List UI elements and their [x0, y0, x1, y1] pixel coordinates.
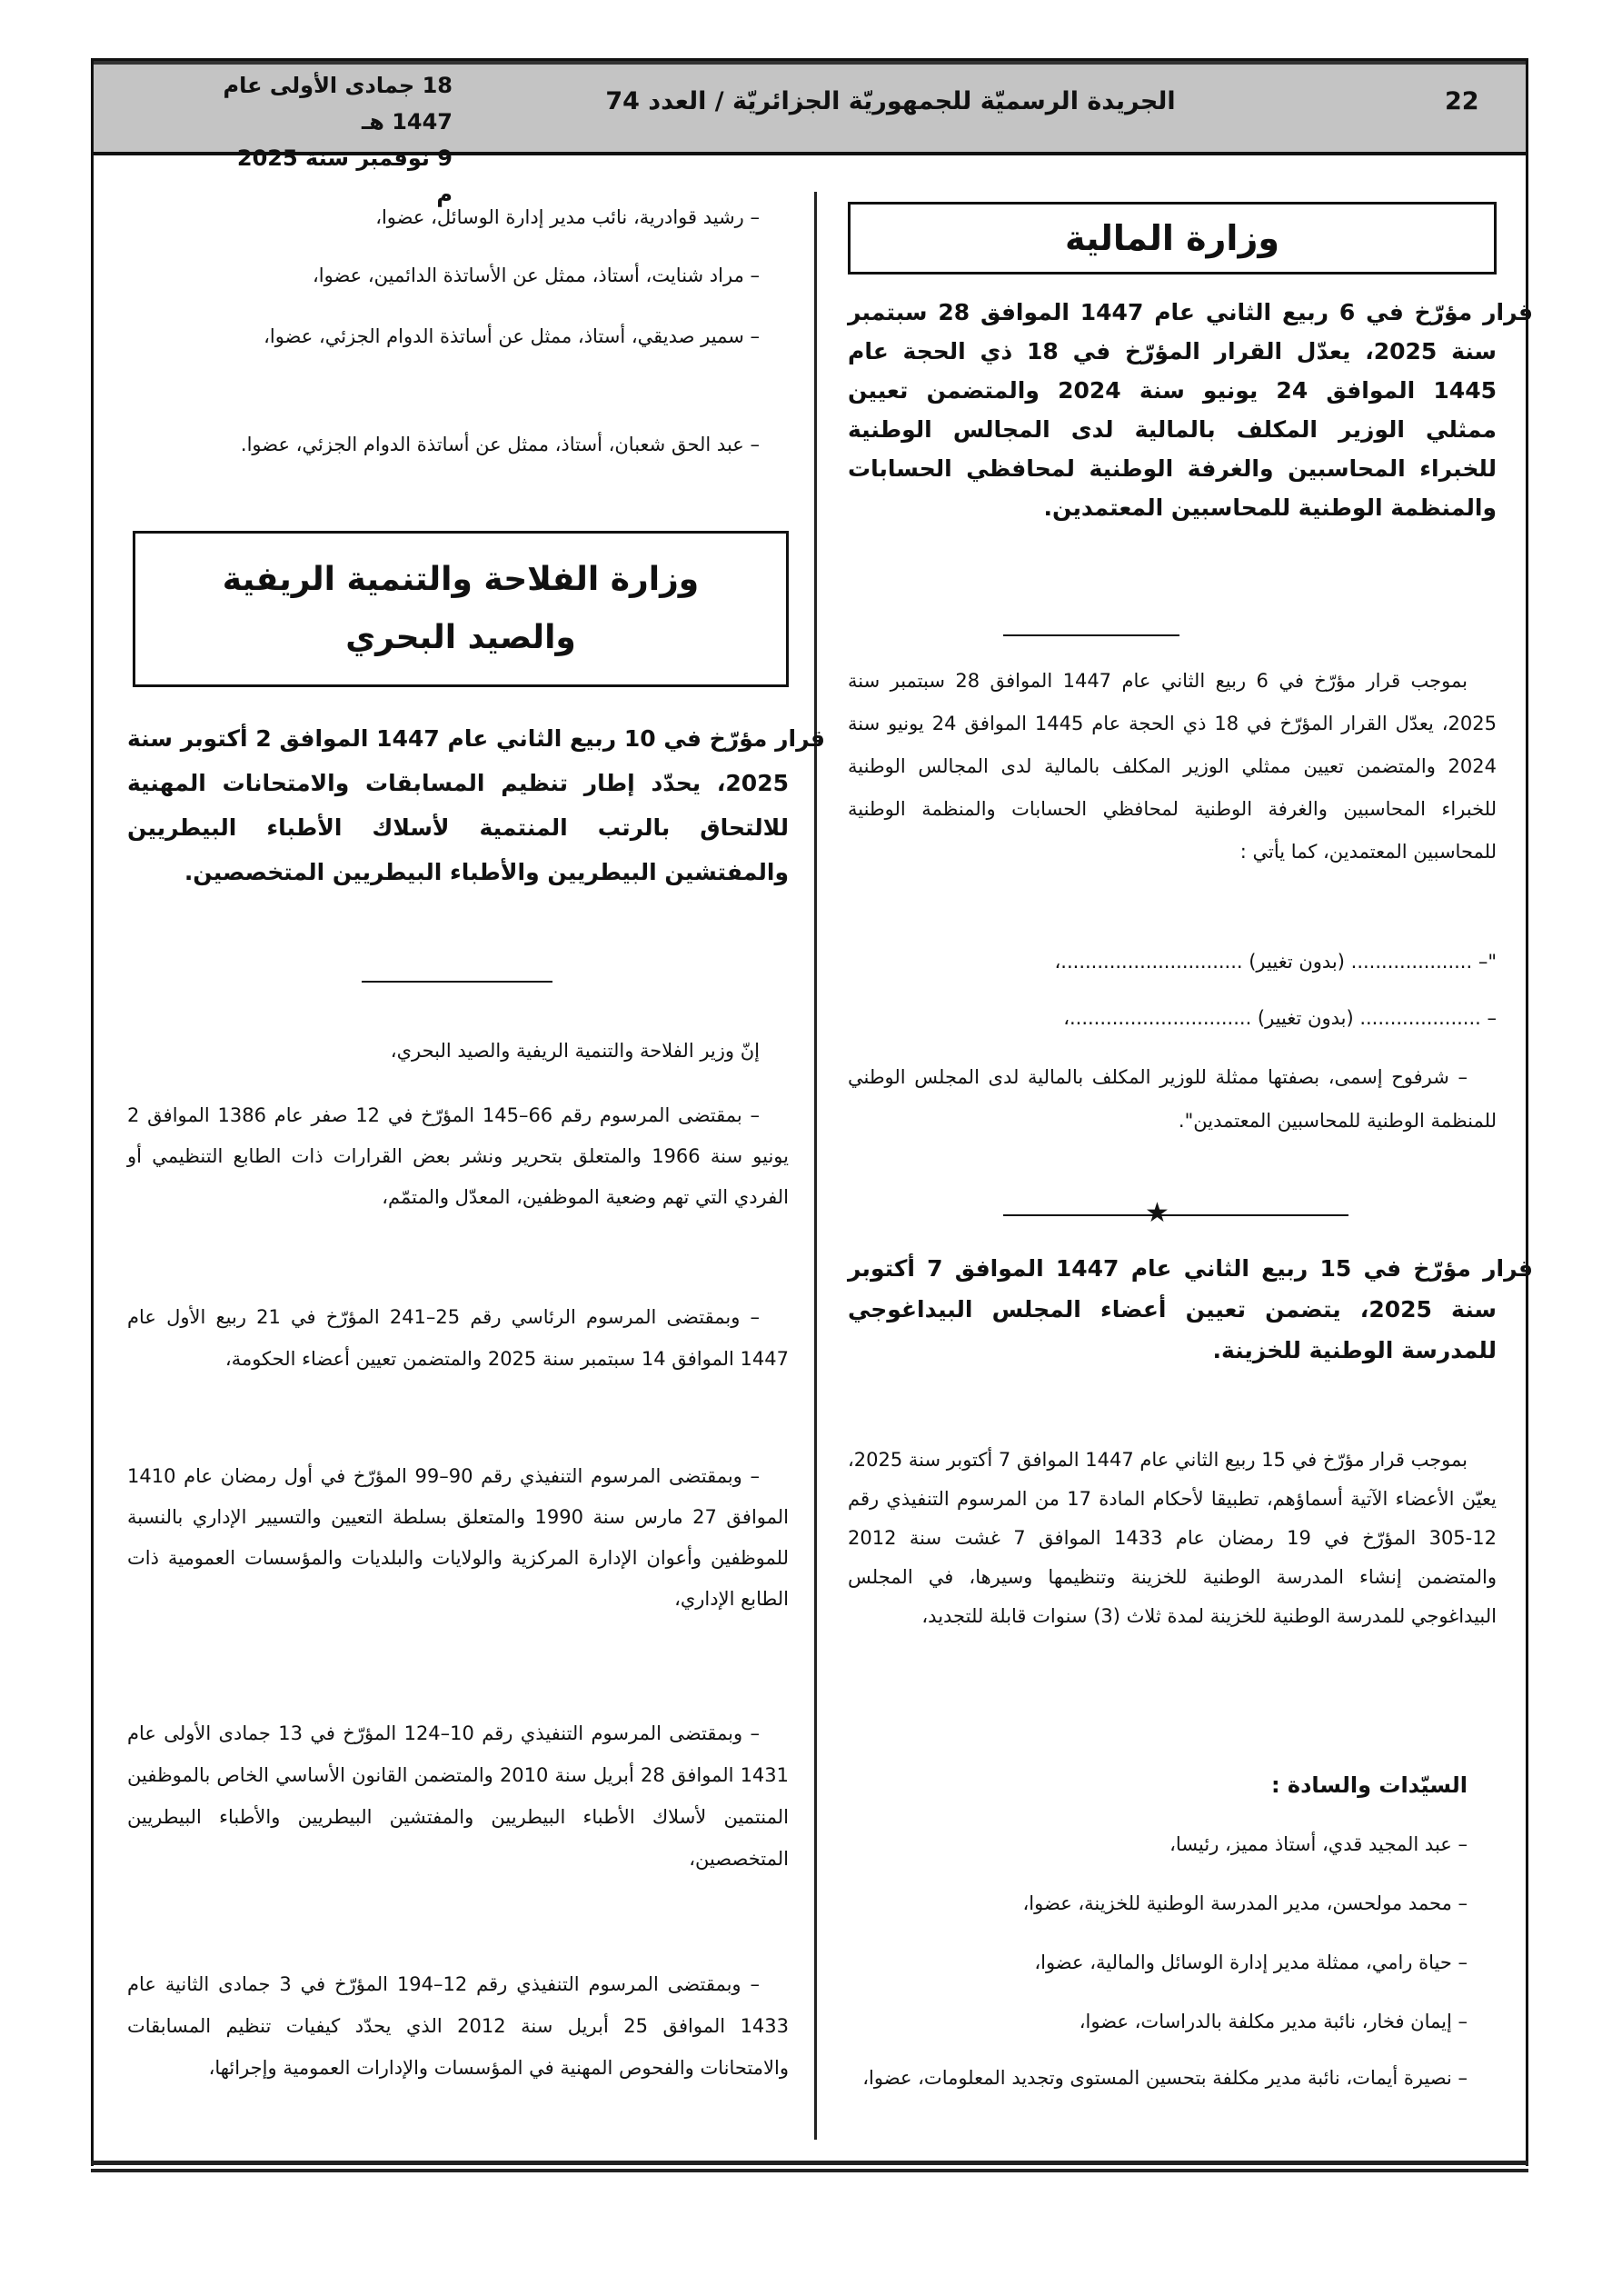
member-item: – رشيد قوادرية، نائب مدير إدارة الوسائل، عضوا،: [375, 206, 760, 228]
amended-item: – شرفوح إسمى، بصفتها ممثلة للوزير المكلف بالمالية لدى المجلس الوطني للمنظمة الوطنية للمحاسبين المعتمدين".: [848, 1066, 1497, 1132]
decision2-title: قرار مؤرّخ في 15 ربيع الثاني عام 1447 الموافق 7 أكتوبر سنة 2025، يتضمن تعيين أعضاء المجلس البيداغوجي للمدرسة الوطنية للخزينة.: [848, 1255, 1533, 1363]
decision1-title: قرار مؤرّخ في 6 ربيع الثاني عام 1447 الموافق 28 سبتمبر سنة 2025، يعدّل القرار المؤرّخ في 18 ذي الحجة عام 1445 الموافق 24 يونيو سنة 2024 والمتضمن تعيين ممثلي الوزير المكلف بالمالية لدى المجالس الوطنية للخبراء المحاسبين والغرفة الوطنية لمحافظي الحسابات والمنظمة الوطنية للمحاسبين المعتمدين.: [848, 299, 1533, 521]
bottom-rule-2: [91, 2169, 1528, 2172]
date-gregorian: 9 نوفمبر سنة 2025 م: [236, 145, 453, 207]
ministry-finance-heading: [848, 202, 1497, 275]
visa-item: – وبمقتضى المرسوم التنفيذي رقم 10–124 المؤرّخ في 13 جمادى الأولى عام 1431 الموافق 28 أبريل سنة 2010 والمتضمن القانون الأساسي الخاص بالموظفين المنتمين لأسلاك الأطباء البيطريين والمفتشين البيطريين والأطباء البيطريين المتخصصين،: [127, 1722, 790, 1870]
member-item: – عبد المجيد قدي، أستاذ مميز، رئيسا،: [1169, 1833, 1468, 1855]
star-icon: ★: [1145, 1197, 1169, 1229]
visa-item: – بمقتضى المرسوم رقم 66–145 المؤرّخ في 12 صفر عام 1386 الموافق 2 يونيو سنة 1966 والمتعلق بتحرير ونشر بعض القرارات ذات الطابع التنظيمي أو الفردي التي تهم وضعية الموظفين، المعدّل والمتمّم،: [127, 1104, 790, 1208]
decision1-body: بموجب قرار مؤرّخ في 6 ربيع الثاني عام 1447 الموافق 28 سبتمبر سنة 2025، يعدّل القرار المؤرّخ في 18 ذي الحجة عام 1445 الموافق 24 يونيو سنة 2024 والمتضمن تعيين ممثلي الوزير المكلف بالمالية لدى المجالس الوطنية للخبراء المحاسبين والغرفة الوطنية لمحافظي الحسابات والمنظمة الوطنية للمحاسبين المعتمدين، كما يأتي :: [848, 670, 1497, 863]
unchanged-line-2: – .................... (بدون تغيير) ..............................،: [1063, 1007, 1497, 1029]
bottom-rule: [91, 2161, 1528, 2165]
member-item: – سمير صديقي، أستاذ، ممثل عن أساتذة الدوام الجزئي، عضوا،: [264, 325, 760, 347]
member-item: – إيمان فخار، نائبة مدير مكلفة بالدراسات، عضوا،: [1079, 2011, 1468, 2032]
ministry-agriculture-line2: والصيد البحري: [345, 619, 576, 656]
issue-date: [218, 67, 453, 213]
page-number: 22: [1445, 87, 1479, 115]
section-rule: [1003, 634, 1179, 636]
visa-item: – وبمقتضى المرسوم الرئاسي رقم 25–241 المؤرّخ في 21 ربيع الأول عام 1447 الموافق 14 سبتمبر سنة 2025 والمتضمن تعيين أعضاء الحكومة،: [127, 1306, 789, 1370]
section-rule: [362, 981, 552, 983]
decision3-title: قرار مؤرّخ في 10 ربيع الثاني عام 1447 الموافق 2 أكتوبر سنة 2025، يحدّد إطار تنظيم المسابقات والامتحانات المهنية للالتحاق بالرتب المنتمية لأسلاك الأطباء البيطريين والمفتشين البيطريين والأطباء البيطريين المتخصصين.: [127, 725, 825, 885]
ministry-agriculture-line1: وزارة الفلاحة والتنمية الريفية: [222, 561, 700, 598]
star-divider-line: [1003, 1214, 1348, 1216]
unchanged-line-1: "– .................... (بدون تغيير) ..............................،: [1054, 951, 1497, 973]
member-item: – نصيرة أيمات، نائبة مدير مكلفة بتحسين المستوى وتجديد المعلومات، عضوا،: [862, 2067, 1468, 2089]
date-hijri: 18 جمادى الأولى عام 1447 هـ: [223, 73, 453, 135]
gazette-title: الجريدة الرسميّة للجمهوريّة الجزائريّة / العدد 74: [605, 87, 1176, 115]
members-label: السيّدات والسادة :: [1270, 1772, 1468, 1798]
decision3-preamble: إنّ وزير الفلاحة والتنمية الريفية والصيد البحري،: [390, 1040, 760, 1062]
ministry-agriculture-heading: [133, 531, 789, 687]
member-item: – عبد الحق شعبان، أستاذ، ممثل عن أساتذة الدوام الجزئي، عضوا.: [240, 434, 760, 455]
member-item: – مراد شنايت، أستاذ، ممثل عن الأساتذة الدائمين، عضوا،: [313, 265, 760, 286]
visa-item: – وبمقتضى المرسوم التنفيذي رقم 90–99 المؤرّخ في أول رمضان عام 1410 الموافق 27 مارس سنة 1990 والمتعلق بسلطة التعيين والتسيير الإداري بالنسبة للموظفين وأعوان الإدارة المركزية والولايات والبلديات والمؤسسات العمومية ذات الطابع الإداري،: [127, 1465, 789, 1610]
decision2-body: بموجب قرار مؤرّخ في 15 ربيع الثاني عام 1447 الموافق 7 أكتوبر سنة 2025، يعيّن الأعضاء الآتية أسماؤهم، تطبيقا لأحكام المادة 17 من المرسوم التنفيذي رقم 12-305 المؤرّخ في 19 رمضان عام 1433 الموافق 7 غشت سنة 2012 والمتضمن إنشاء المدرسة الوطنية للخزينة وتنظيمها وسيرها، في المجلس البيداغوجي للمدرسة الوطنية للخزينة لمدة ثلاث (3) سنوات قابلة للتجديد،: [848, 1449, 1498, 1627]
column-divider: [814, 192, 817, 2140]
member-item: – محمد مولحسن، مدير المدرسة الوطنية للخزينة، عضوا،: [1022, 1892, 1468, 1914]
member-item: – حياة رامي، ممثلة مدير إدارة الوسائل والمالية، عضوا،: [1034, 1952, 1468, 1973]
ministry-finance-label: وزارة المالية: [1065, 218, 1279, 258]
visa-item: – وبمقتضى المرسوم التنفيذي رقم 12–194 المؤرّخ في 3 جمادى الثانية عام 1433 الموافق 25 أبريل سنة 2012 الذي يحدّد كيفيات تنظيم المسابقات والامتحانات والفحوص المهنية في المؤسسات والإدارات العمومية وإجرائها،: [127, 1973, 790, 2079]
